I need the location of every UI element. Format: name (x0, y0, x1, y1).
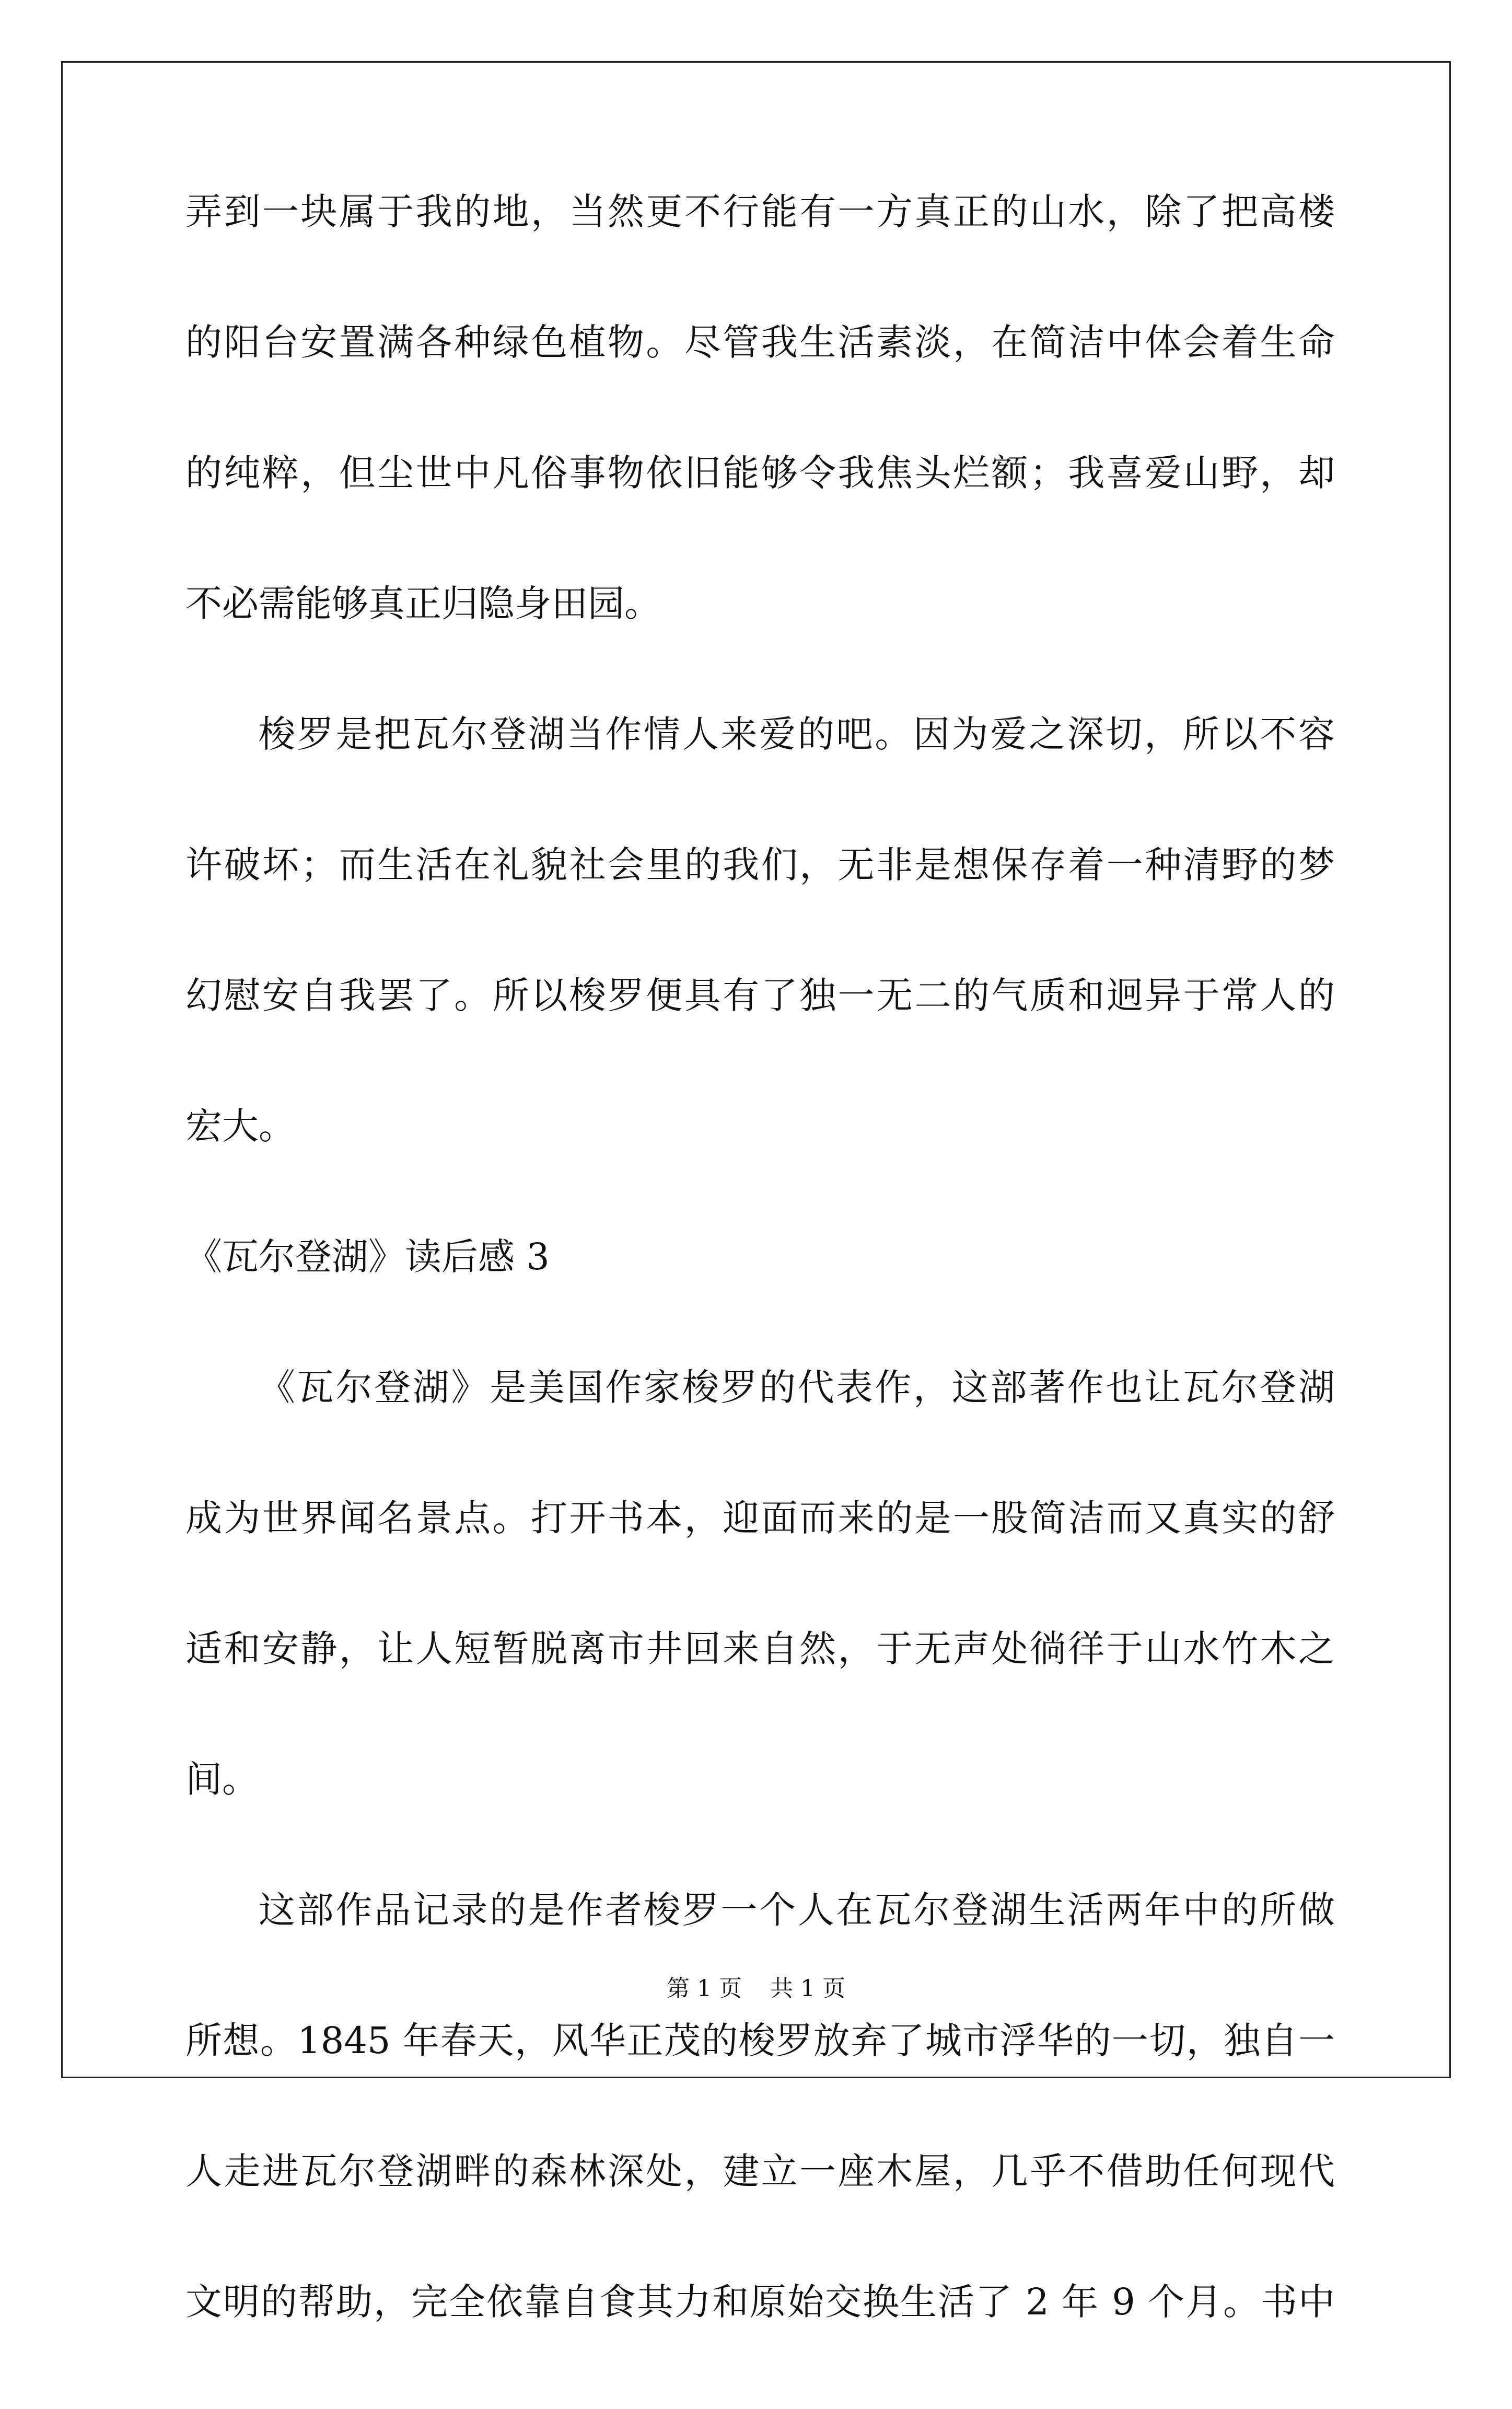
document-body (185, 188, 1335, 2409)
text-line: 幻慰安自我罢了。所以梭罗便具有了独一无二的气质和迥异于常人的 (185, 974, 1335, 1017)
text-line: 的阳台安置满各种绿色植物。尽管我生活素淡，在简洁中体会着生命 (185, 321, 1335, 364)
page-total: 共 1 页 (770, 1975, 845, 2002)
text-line: 成为世界闻名景点。打开书本，迎面而来的是一股简洁而又真实的舒 (185, 1497, 1335, 1539)
text-line: 文明的帮助，完全依靠自食其力和原始交换生活了 2 年 9 个月。书中 (185, 2280, 1335, 2323)
text-line: 弄到一块属于我的地，当然更不行能有一方真正的山水，除了把高楼 (185, 190, 1335, 233)
text-line: 人走进瓦尔登湖畔的森林深处，建立一座木屋，几乎不借助任何现代 (185, 2150, 1335, 2193)
text-line: 不必需能够真正归隐身田园。 (185, 582, 661, 625)
page-footer (0, 1974, 1512, 2003)
text-line: 许破坏；而生活在礼貌社会里的我们，无非是想保存着一种清野的梦 (185, 843, 1335, 886)
text-line: 所想。1845 年春天，风华正茂的梭罗放弃了城市浮华的一切，独自一 (185, 2019, 1335, 2062)
text-line: 梭罗是把瓦尔登湖当作情人来爱的吧。因为爱之深切，所以不容 (259, 713, 1335, 756)
text-line: 这部作品记录的是作者梭罗一个人在瓦尔登湖生活两年中的所做 (259, 1889, 1335, 1931)
text-line: 《瓦尔登湖》是美国作家梭罗的代表作，这部著作也让瓦尔登湖 (259, 1366, 1335, 1409)
text-line: 适和安静，让人短暂脱离市井回来自然，于无声处徜徉于山水竹木之 (185, 1627, 1335, 1670)
page-number: 第 1 页 (667, 1975, 742, 2002)
text-line: 的纯粹，但尘世中凡俗事物依旧能够令我焦头烂额；我喜爱山野，却 (185, 451, 1335, 494)
text-line: 间。 (185, 1758, 259, 1801)
text-line: 宏大。 (185, 1105, 295, 1148)
section-heading: 《瓦尔登湖》读后感 3 (185, 1235, 550, 1278)
